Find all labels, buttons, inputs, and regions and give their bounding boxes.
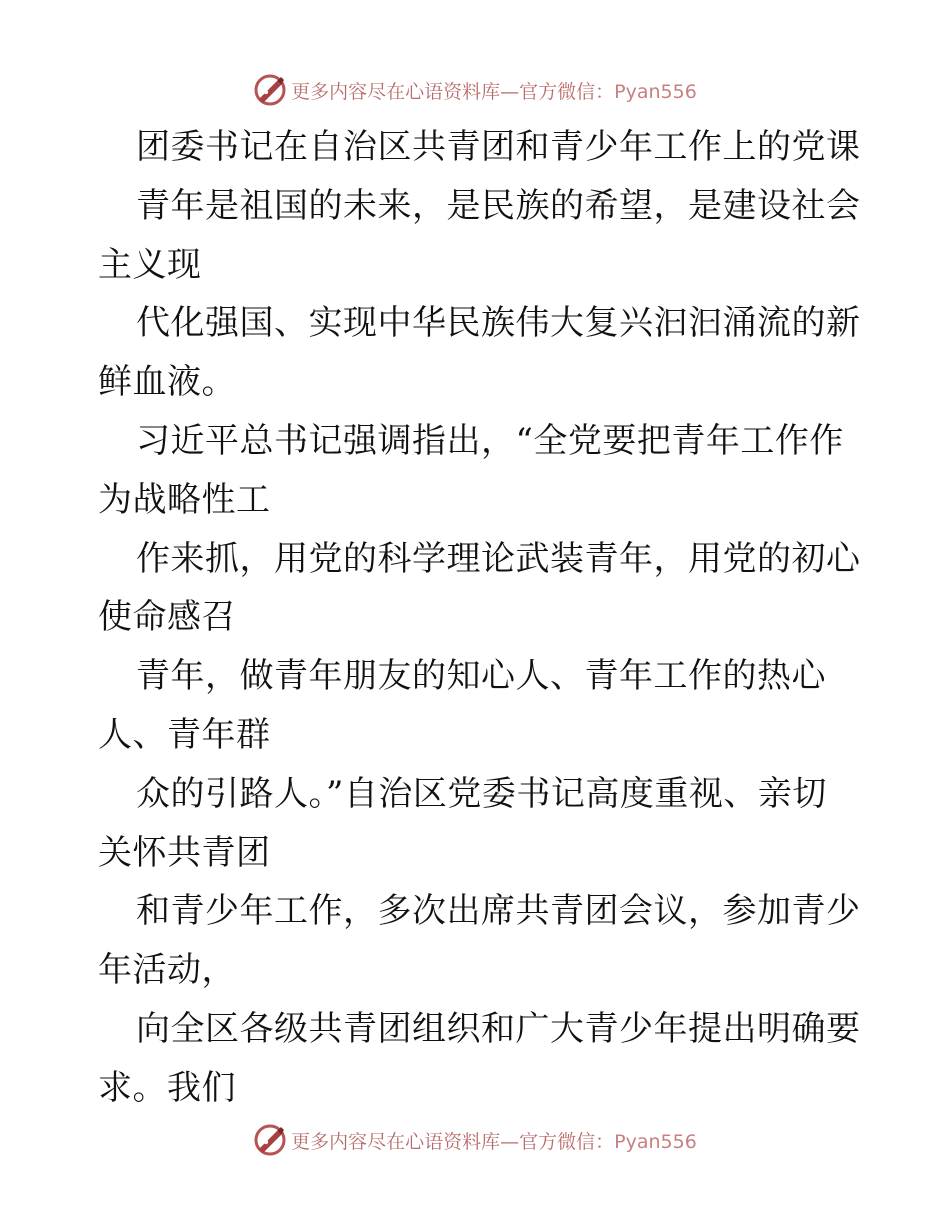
text-line: 青年，做青年朋友的知心人、青年工作的热心 (136, 656, 826, 697)
text-line: 为战略性工 (98, 479, 271, 520)
document-body (98, 118, 861, 1118)
pen-logo-icon (253, 73, 287, 107)
text-line: 关怀共青团 (98, 832, 271, 873)
text-line: 青年是祖国的未来，是民族的希望，是建设社会 (136, 185, 861, 226)
text-line: 向全区各级共青团组织和广大青少年提出明确要 (136, 1008, 861, 1049)
watermark-text: 更多内容尽在心语资料库—官方微信：Pyan556 (291, 1130, 697, 1153)
text-line: 求。我们 (98, 1067, 236, 1108)
text-line: 代化强国、实现中华民族伟大复兴汩汩涌流的新 (136, 303, 861, 344)
pen-logo-icon (253, 1123, 287, 1157)
text-line: 主义现 (98, 244, 202, 285)
header-watermark (0, 72, 950, 108)
text-line: 众的引路人。”自治区党委书记高度重视、亲切 (136, 773, 827, 814)
text-line: 人、青年群 (98, 714, 271, 755)
watermark-text: 更多内容尽在心语资料库—官方微信：Pyan556 (291, 80, 697, 103)
text-line: 和青少年工作，多次出席共青团会议，参加青少 (136, 891, 861, 932)
text-line: 年活动， (98, 950, 236, 991)
text-line: 使命感召 (98, 597, 236, 638)
text-line: 作来抓，用党的科学理论武装青年，用党的初心 (136, 538, 861, 579)
text-line: 团委书记在自治区共青团和青少年工作上的党课 (136, 127, 861, 167)
text-line: 习近平总书记强调指出，“全党要把青年工作作 (136, 420, 844, 461)
text-line: 鲜血液。 (98, 362, 236, 403)
footer-watermark (0, 1122, 950, 1158)
